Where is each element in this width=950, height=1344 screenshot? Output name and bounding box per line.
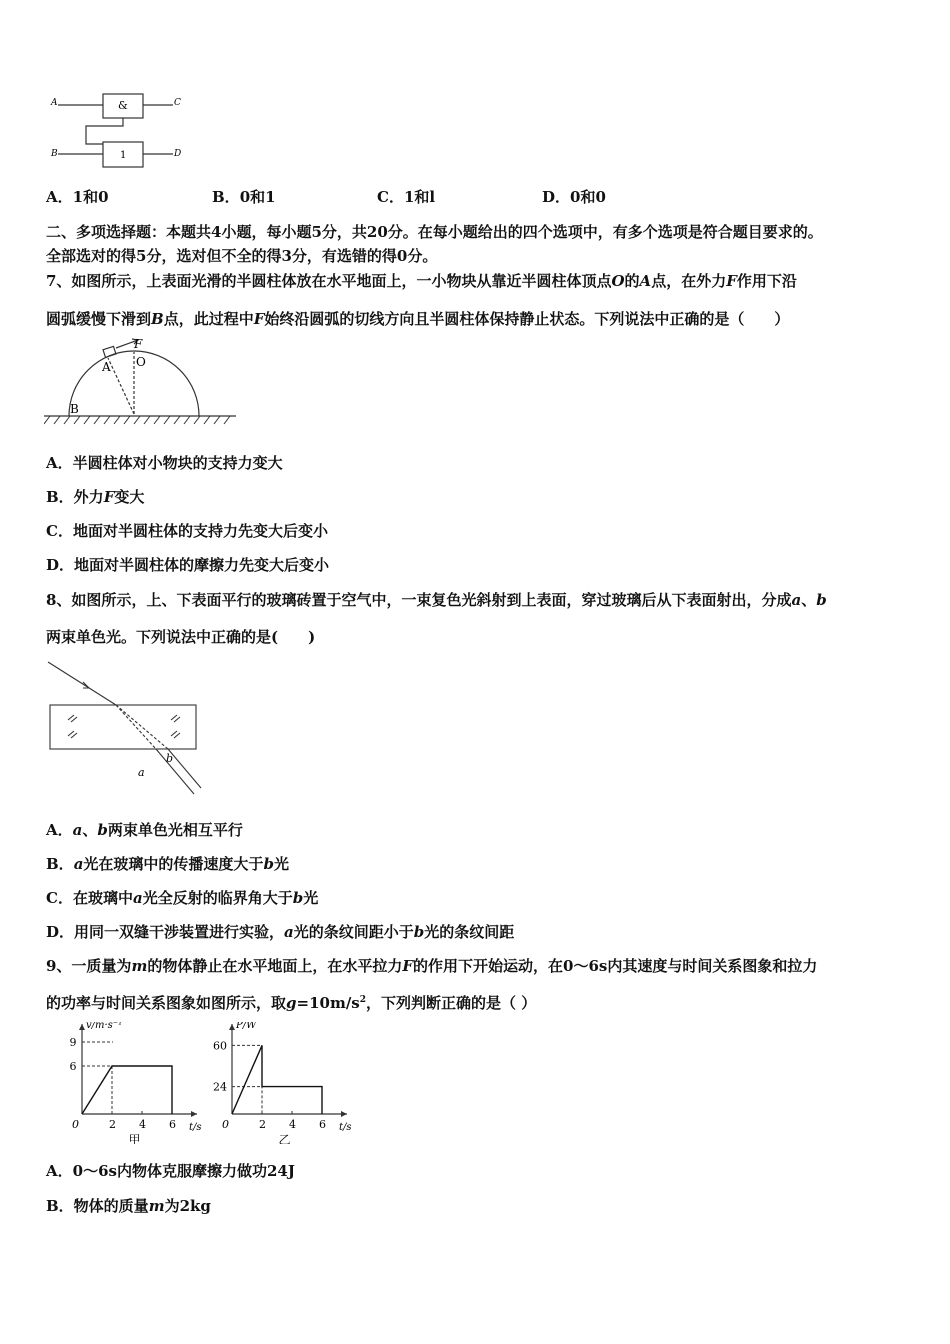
q7-option-b: B．外力F变大 <box>46 488 145 506</box>
chart-yi-x-arrow <box>341 1111 347 1117</box>
gate-output-c-label: C <box>174 98 181 108</box>
glass-slab-figure <box>46 660 206 800</box>
chart-jia-ylabel: v/m·s⁻¹ <box>86 1022 123 1031</box>
section2-line2: 全部选对的得5分，选对但不全的得3分，有选错的得0分。 <box>46 247 438 265</box>
chart-yi-ylabel: P/W <box>236 1022 257 1031</box>
point-b-label: B <box>70 402 79 416</box>
q7-option-d: D．地面对半圆柱体的摩擦力先变大后变小 <box>46 556 330 574</box>
chart-yi-xlabel: t/s <box>339 1122 352 1133</box>
chart-yi-y-arrow <box>229 1024 235 1030</box>
q9-stem-line2: 的功率与时间关系图象如图所示，取$g=10m/s^2$，下列判断正确的是（ ） <box>46 994 537 1012</box>
chart-jia-origin-label: 0 <box>72 1118 79 1131</box>
q8-option-d: D．用同一双缝干涉装置进行实验，a光的条纹间距小于b光的条纹间距 <box>46 923 515 941</box>
gate-output-d-label: D <box>174 149 182 159</box>
q6-option-a: A．1和0 <box>46 188 109 206</box>
logic-gate-figure <box>48 92 188 172</box>
chart-jia-xtick-label-0: 2 <box>109 1118 116 1131</box>
chart-yi-ytick-label-0: 24 <box>213 1080 227 1094</box>
q9-option-a: A．0～6s内物体克服摩擦力做功24J <box>46 1162 295 1180</box>
semicylinder-figure <box>44 336 244 428</box>
point-o-label: O <box>136 355 146 369</box>
q6-option-d: D．0和0 <box>542 188 606 206</box>
q8-stem-line1: 8、如图所示，上、下表面平行的玻璃砖置于空气中，一束复色光斜射到上表面，穿过玻璃后从下表面射出，分成a、b <box>46 591 827 609</box>
q7-stem-line2: 圆弧缓慢下滑到B点，此过程中F始终沿圆弧的切线方向且半圆柱体保持静止状态。下列说法中正确的是（ ） <box>46 310 790 328</box>
chart-yi-origin-label: 0 <box>222 1118 229 1131</box>
chart-jia-y-arrow <box>79 1024 85 1030</box>
power-time-chart <box>210 1022 360 1144</box>
chart-jia-xtick-label-2: 6 <box>169 1118 176 1131</box>
chart-yi-series-line <box>232 1045 322 1114</box>
point-a-label: A <box>102 360 111 374</box>
section2-line1: 二、多项选择题：本题共4小题，每小题5分，共20分。在每小题给出的四个选项中，有多个选项是符合题目要求的。 <box>46 223 823 241</box>
ray-b-label: b <box>166 752 174 765</box>
q7-option-a: A．半圆柱体对小物块的支持力变大 <box>46 454 283 472</box>
q6-option-b: B．0和1 <box>212 188 276 206</box>
chart-jia-ytick-label-0: 6 <box>69 1060 77 1073</box>
gate-input-b-label: B <box>51 149 58 159</box>
chart-yi-xtick-label-1: 4 <box>289 1118 296 1131</box>
chart-yi-xtick-label-0: 2 <box>259 1118 266 1131</box>
chart-yi-ytick-label-1: 60 <box>213 1039 227 1053</box>
chart-yi-xtick-label-2: 6 <box>319 1118 326 1131</box>
q9-stem-line1: 9、一质量为m的物体静止在水平地面上，在水平拉力F的作用下开始运动，在0～6s内其速度与时间关系图象和拉力 <box>46 957 818 975</box>
chart-jia-x-arrow <box>191 1111 197 1117</box>
chart-jia-series-line <box>82 1066 172 1114</box>
chart-yi-title: 乙 <box>278 1133 291 1144</box>
q8-option-a: A．a、b两束单色光相互平行 <box>46 821 243 839</box>
q8-option-b: B．a光在玻璃中的传播速度大于b光 <box>46 855 289 873</box>
chart-jia-xlabel: t/s <box>189 1122 202 1133</box>
chart-jia-ytick-label-1: 9 <box>69 1036 77 1049</box>
q8-option-c: C．在玻璃中a光全反射的临界角大于b光 <box>46 889 319 907</box>
chart-jia-title: 甲 <box>128 1133 141 1144</box>
q9-option-b: B．物体的质量m为2kg <box>46 1197 211 1215</box>
gate-input-a-label: A <box>51 98 58 108</box>
force-f-label: F <box>134 337 143 351</box>
q7-stem-line1: 7、如图所示，上表面光滑的半圆柱体放在水平地面上，一小物块从靠近半圆柱体顶点O的A点，在外力F作用下沿 <box>46 272 797 290</box>
q6-option-c: C．1和l <box>377 188 436 206</box>
chart-jia-xtick-label-1: 4 <box>139 1118 146 1131</box>
ray-a-label: a <box>138 766 145 779</box>
gate2-symbol: 1 <box>120 150 127 161</box>
and-gate-symbol: & <box>118 99 128 112</box>
q7-option-c: C．地面对半圆柱体的支持力先变大后变小 <box>46 522 328 540</box>
q8-stem-line2: 两束单色光。下列说法中正确的是( ) <box>46 628 316 646</box>
velocity-time-chart <box>60 1022 210 1144</box>
